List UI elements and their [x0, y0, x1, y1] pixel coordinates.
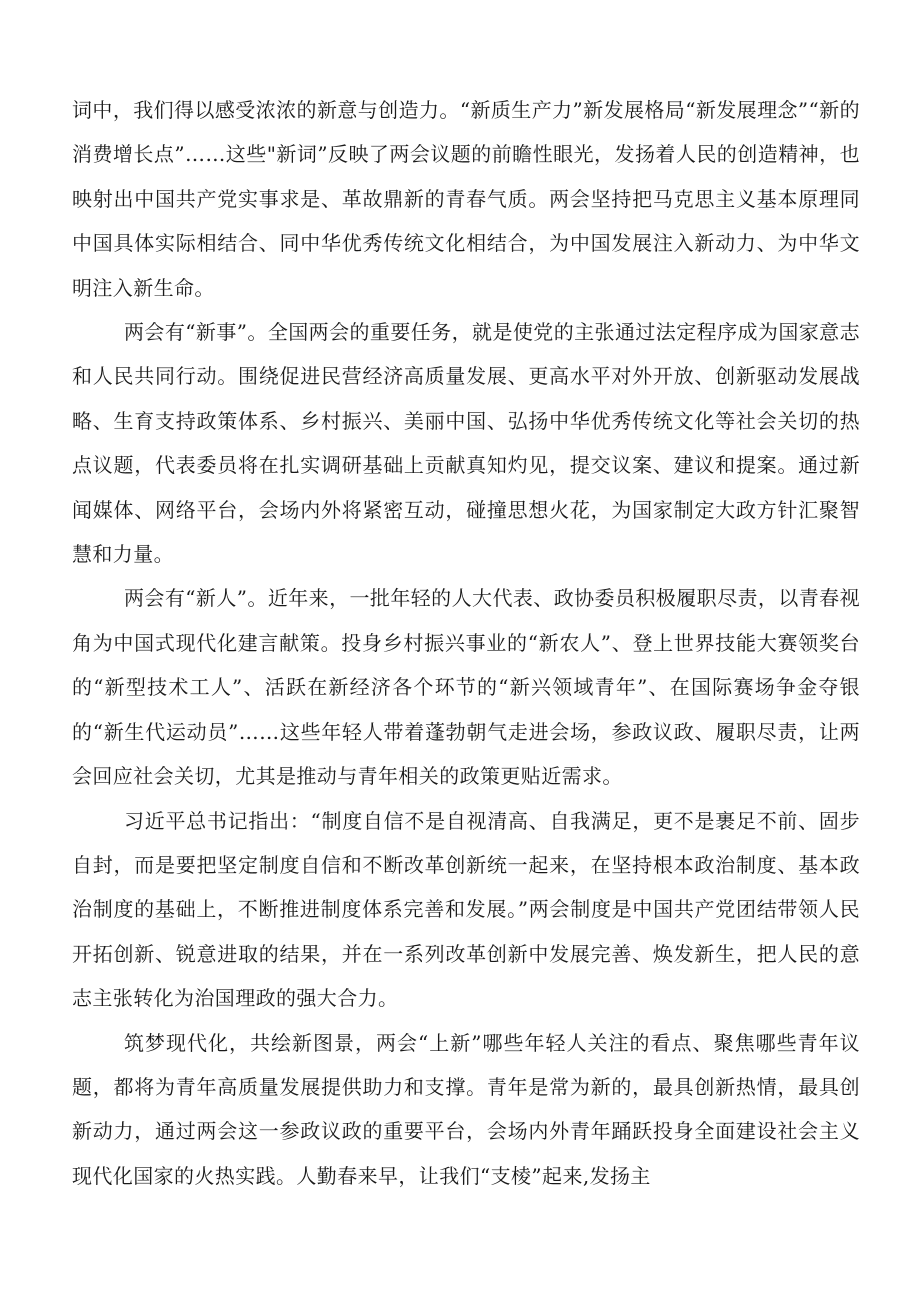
paragraph-4: 习近平总书记指出：“制度自信不是自视清高、自我满足，更不是裹足不前、固步自封，而是要把坚定制度自信和不断改革创新统一起来，在坚持根本政治制度、基本政治制度的基础上，不断推进制度体系完善和发展。”两会制度是中国共产党团结带领人民开拓创新、锐意进取的结果，并在一系列改革创新中发展完善、焕发新生，把人民的意志主张转化为治国理政的强大合力。 — [72, 808, 860, 1011]
paragraph-3: 两会有“新人”。近年来，一批年轻的人大代表、政协委员积极履职尽责，以青春视角为中国式现代化建言献策。投身乡村振兴事业的“新农人”、登上世界技能大赛领奖台的“新型技术工人”、活跃在新经济各个环节的“新兴领域青年”、在国际赛场争金夺银的“新生代运动员”……这些年轻人带着蓬勃朝气走进会场，参政议政、履职尽责，让两会回应社会关切，尤其是推动与青年相关的政策更贴近需求。 — [72, 586, 860, 789]
paragraph-5: 筑梦现代化，共绘新图景，两会“上新”哪些年轻人关注的看点、聚焦哪些青年议题，都将为青年高质量发展提供助力和支撑。青年是常为新的，最具创新热情，最具创新动力，通过两会这一参政议政的重要平台，会场内外青年踊跃投身全面建设社会主义现代化国家的火热实践。人勤春来早，让我们“支棱”起来,发扬主 — [72, 1030, 860, 1188]
paragraph-1: 词中，我们得以感受浓浓的新意与创造力。“新质生产力”新发展格局“新发展理念”“新的消费增长点”……这些"新词”反映了两会议题的前瞻性眼光，发扬着人民的创造精神，也映射出中国共产党实事求是、革故鼎新的青春气质。两会坚持把马克思主义基本原理同中国具体实际相结合、同中华优秀传统文化相结合，为中国发展注入新动力、为中华文明注入新生命。 — [72, 98, 860, 300]
paragraph-2: 两会有“新事”。全国两会的重要任务，就是使党的主张通过法定程序成为国家意志和人民共同行动。围绕促进民营经济高质量发展、更高水平对外开放、创新驱动发展战略、生育支持政策体系、乡村振兴、美丽中国、弘扬中华优秀传统文化等社会关切的热点议题，代表委员将在扎实调研基础上贡献真知灼见，提交议案、建议和提案。通过新闻媒体、网络平台，会场内外将紧密互动，碰撞思想火花，为国家制定大政方针汇聚智慧和力量。 — [72, 320, 860, 567]
document-body — [72, 88, 860, 1198]
